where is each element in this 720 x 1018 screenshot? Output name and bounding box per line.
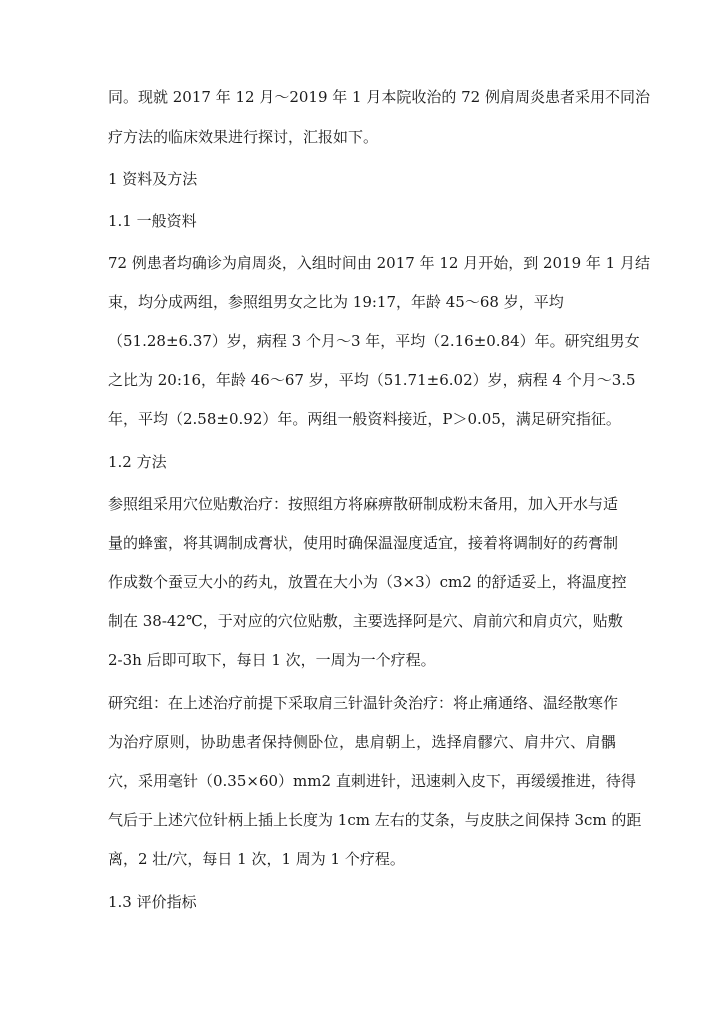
text-line: 气后于上述穴位针柄上插上长度为 1cm 左右的艾条，与皮肤之间保持 3cm 的距: [108, 811, 642, 829]
text-line: 作成数个蚕豆大小的药丸，放置在大小为（3×3）cm2 的舒适妥上，将温度控: [108, 573, 627, 591]
text-line: 疗方法的临床效果进行探讨，汇报如下。: [108, 128, 379, 146]
text-line: 年，平均（2.58±0.92）年。两组一般资料接近，P＞0.05，满足研究指征。: [108, 410, 621, 428]
text-line: 研究组：在上述治疗前提下采取肩三针温针灸治疗：将止痛通络、温经散寒作: [108, 694, 619, 712]
text-line: 为治疗原则，协助患者保持侧卧位，患肩朝上，选择肩髎穴、肩井穴、肩髃: [108, 733, 616, 751]
text-line: 离，2 壮/穴，每日 1 次，1 周为 1 个疗程。: [108, 850, 405, 868]
text-line: （51.28±6.37）岁，病程 3 个月～3 年，平均（2.16±0.84）年。研究组男女: [108, 332, 640, 350]
text-line: 量的蜂蜜，将其调制成膏状，使用时确保温湿度适宜，接着将调制好的药膏制: [108, 534, 619, 552]
section-heading: 1 资料及方法: [108, 170, 198, 188]
text-line: 制在 38-42℃，于对应的穴位贴敷，主要选择阿是穴、肩前穴和肩贞穴，贴敷: [108, 612, 623, 630]
subsection-heading: 1.1 一般资料: [108, 212, 197, 230]
text-line: 束，均分成两组，参照组男女之比为 19:17，年龄 45～68 岁，平均: [108, 293, 564, 311]
text-line: 之比为 20:16，年龄 46～67 岁，平均（51.71±6.02）岁，病程 4 个月～3.5: [108, 371, 636, 389]
text-line: 2-3h 后即可取下，每日 1 次，一周为一个疗程。: [108, 651, 436, 669]
subsection-heading: 1.3 评价指标: [108, 893, 197, 911]
text-line: 72 例患者均确诊为肩周炎，入组时间由 2017 年 12 月开始，到 2019 年 1 月结: [108, 254, 650, 272]
text-line: 穴，采用毫针（0.35×60）mm2 直刺进针，迅速刺入皮下，再缓缓推进，待得: [108, 772, 636, 790]
text-line: 参照组采用穴位贴敷治疗：按照组方将麻痹散研制成粉末备用，加入开水与适: [108, 495, 619, 513]
text-line: 同。现就 2017 年 12 月～2019 年 1 月本院收治的 72 例肩周炎患者采用不同治: [108, 88, 650, 106]
subsection-heading: 1.2 方法: [108, 453, 167, 471]
